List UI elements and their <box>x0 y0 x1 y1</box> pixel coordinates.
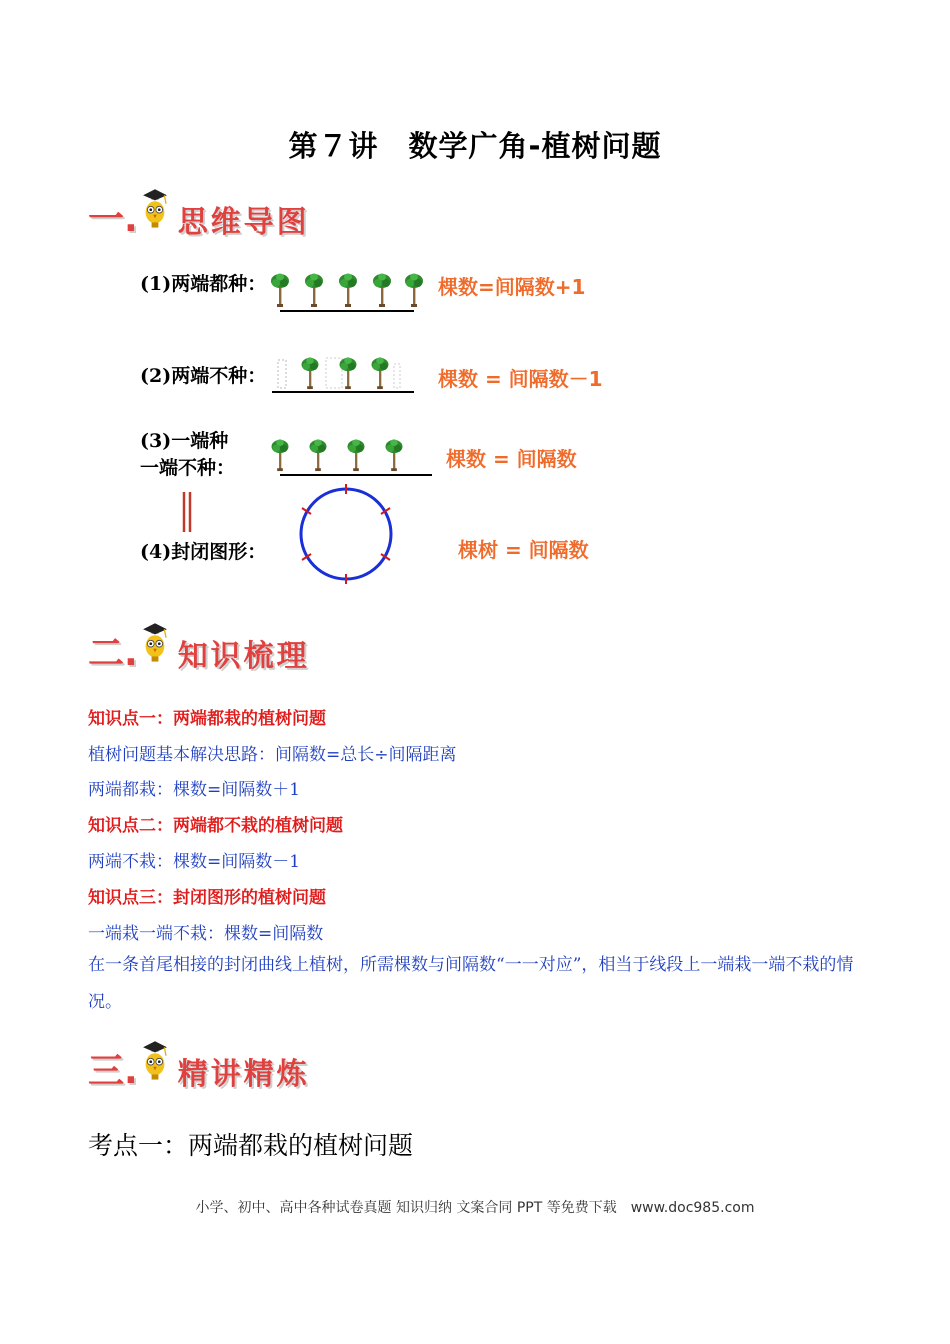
tree-icon <box>305 274 323 308</box>
knowledge-point-1-title: 知识点一：两端都栽的植树问题 <box>88 709 326 729</box>
knowledge-point-3-paragraph: 在一条首尾相接的封闭曲线上植树，所需棵数与间隔数“一一对应”，相当于线段上一端栽一端不栽的情况。 <box>88 955 854 1012</box>
case3-label-line1: (3)一端种 <box>140 430 229 452</box>
closed-circle-diagram <box>294 482 398 586</box>
case1-formula: 棵数=间隔数+1 <box>438 275 586 299</box>
owl-mascot-icon <box>138 186 172 230</box>
section-header-knowledge <box>88 612 310 672</box>
double-bar-icon <box>180 492 196 534</box>
knowledge-point-1-line1: 植树问题基本解决思路：间隔数=总长÷间隔距离 <box>88 745 457 765</box>
empty-spot-mark <box>394 364 400 388</box>
knowledge-point-2-title: 知识点二：两端都不栽的植树问题 <box>88 816 343 836</box>
section-title: 思维导图 <box>177 205 310 240</box>
case1-label: (1)两端都种： <box>140 273 267 295</box>
tree-icon <box>372 357 389 389</box>
exam-point-heading: 考点一：两端都栽的植树问题 <box>88 1131 414 1160</box>
section-number: 一. <box>88 199 138 240</box>
knowledge-point-3-line1: 一端栽一端不栽：棵数=间隔数 <box>88 924 324 944</box>
case3-formula: 棵数 = 间隔数 <box>446 447 577 471</box>
case3-tree-diagram <box>268 434 438 480</box>
case1-tree-diagram <box>268 268 428 314</box>
circle-path <box>301 489 391 579</box>
case4-label: (4)封闭图形： <box>140 541 267 563</box>
tree-icon <box>373 274 391 308</box>
case3-label-line2: 一端不种： <box>140 457 236 479</box>
page-title: 第７讲 数学广角-植树问题 <box>288 129 662 163</box>
empty-spot-mark <box>278 360 286 388</box>
section-title: 精讲精炼 <box>177 1057 310 1092</box>
section-header-mindmap <box>88 178 310 238</box>
knowledge-point-2-line1: 两端不栽：棵数=间隔数－1 <box>88 852 301 872</box>
tree-icon <box>271 274 289 308</box>
section-number: 三. <box>88 1051 138 1092</box>
tree-icon <box>340 357 357 389</box>
tree-icon <box>348 439 365 471</box>
case2-formula: 棵数 = 间隔数－1 <box>438 367 603 391</box>
tree-icon <box>339 274 357 308</box>
tree-icon <box>386 439 403 471</box>
knowledge-point-1-line2: 两端都栽：棵数=间隔数＋1 <box>88 780 301 800</box>
case4-formula: 棵树 = 间隔数 <box>458 538 589 562</box>
empty-spot-mark <box>326 358 342 388</box>
tree-icon <box>302 357 319 389</box>
section-number: 二. <box>88 633 138 674</box>
tree-icon <box>310 439 327 471</box>
section-title: 知识梳理 <box>177 639 310 674</box>
case2-label: (2)两端不种： <box>140 365 267 387</box>
case2-tree-diagram <box>266 352 426 398</box>
owl-mascot-icon <box>138 620 172 664</box>
knowledge-point-3-title: 知识点三：封闭图形的植树问题 <box>88 888 326 908</box>
tree-icon <box>405 274 423 308</box>
owl-mascot-icon <box>138 1038 172 1082</box>
page-footer: 小学、初中、高中各种试卷真题 知识归纳 文案合同 PPT 等免费下载 www.doc985.com <box>195 1200 755 1216</box>
section-header-practice <box>88 1030 310 1090</box>
tree-icon <box>272 439 289 471</box>
